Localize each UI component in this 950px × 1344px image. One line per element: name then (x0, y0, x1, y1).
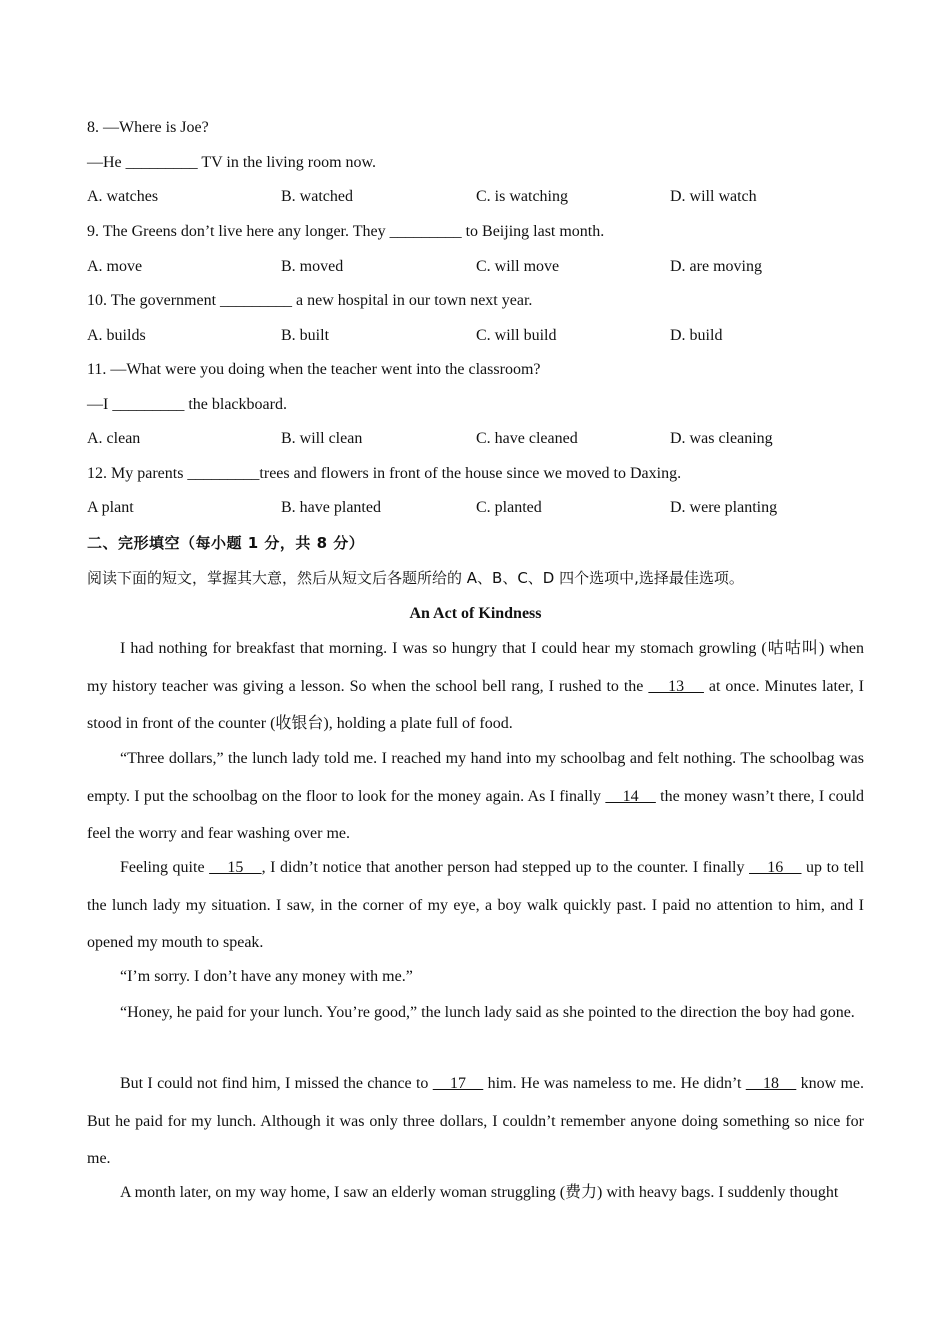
option-a: A plant (87, 499, 134, 516)
paragraph-text: Feeling quite (120, 859, 210, 876)
paragraph-text: , I didn’t notice that another person had stepped up to the counter. I finally (261, 859, 750, 876)
passage-paragraph-7: A month later, on my way home, I saw an elderly woman struggling (费力) with heavy bags. I suddenly thought (120, 1184, 839, 1201)
blank-16: 16 (749, 859, 802, 876)
section-instruction: 阅读下面的短文，掌握其大意，然后从短文后各题所给的 A、B、C、D 四个选项中,选择最佳选项。 (87, 569, 744, 587)
paragraph-text: at once. Minutes later, I stood in front of the counter (收银台), holding a plate full of food. (87, 677, 865, 732)
passage-paragraph-5: “Honey, he paid for your lunch. You’re good,” the lunch lady said as she pointed to the direction the boy had gone. (120, 1004, 855, 1021)
paragraph-text: know me. But he paid for my lunch. Although it was only three dollars, I couldn’t remember anyone doing something so nice for me. (87, 1075, 865, 1167)
option-b: B. will clean (281, 430, 363, 447)
paragraph-text: But I could not find him, I missed the chance to (120, 1075, 433, 1092)
option-a: A. move (87, 258, 143, 275)
question-11-options (87, 429, 864, 449)
question-9-stem: 9. The Greens don’t live here any longer. They _________ to Beijing last month. (87, 223, 605, 240)
option-b: B. watched (281, 188, 353, 205)
question-8-stem: 8. —Where is Joe? (87, 119, 209, 136)
question-11-stem-line2: —I _________ the blackboard. (87, 396, 287, 413)
paragraph-text: him. He was nameless to me. He didn’t (483, 1075, 746, 1092)
passage-paragraph-2 (87, 740, 864, 853)
option-d: D. were planting (670, 499, 778, 516)
paragraph-text: I had nothing for breakfast that morning. I was so hungry that I could hear my stomach growling (咕咕叫) when my history teacher was giving a lesson. So when the school bell rang, I rushed to the (87, 640, 864, 695)
question-8-options (87, 187, 864, 207)
option-d: D. will watch (670, 188, 757, 205)
option-b: B. moved (281, 258, 344, 275)
paragraph-text: the money wasn’t there, I could feel the worry and fear washing over me. (87, 787, 865, 842)
option-d: D. are moving (670, 258, 762, 275)
option-a: A. builds (87, 327, 146, 344)
option-b: B. have planted (281, 499, 381, 516)
passage-paragraph-3 (87, 849, 864, 962)
blank-15: 15 (209, 859, 262, 876)
question-12-options (87, 498, 864, 518)
option-c: C. is watching (476, 188, 568, 205)
option-c: C. have cleaned (476, 430, 578, 447)
option-c: C. will move (476, 258, 560, 275)
question-11-stem: 11. —What were you doing when the teacher went into the classroom? (87, 361, 541, 378)
blank-13: 13 (648, 677, 704, 695)
question-10-options (87, 326, 864, 346)
passage-paragraph-6 (87, 1065, 864, 1178)
option-d: D. was cleaning (670, 430, 773, 447)
blank-17: 17 (432, 1075, 484, 1092)
passage-paragraph-4: “I’m sorry. I don’t have any money with me.” (120, 968, 413, 985)
option-c: C. will build (476, 327, 557, 344)
blank-14: 14 (605, 787, 656, 805)
passage-title: An Act of Kindness (409, 605, 542, 622)
question-10-stem: 10. The government _________ a new hospital in our town next year. (87, 292, 533, 309)
question-9-options (87, 257, 864, 277)
option-a: A. clean (87, 430, 141, 447)
option-c: C. planted (476, 499, 542, 516)
paragraph-text: up to tell the lunch lady my situation. I saw, in the corner of my eye, a boy walk quickly past. I paid no attention to him, and I opened my mouth to speak. (87, 859, 865, 951)
option-d: D. build (670, 327, 723, 344)
paragraph-text: “Three dollars,” the lunch lady told me. I reached my hand into my schoolbag and felt nothing. The schoolbag was empty. I put the schoolbag on the floor to look for the money again. As I finally (87, 750, 864, 805)
option-b: B. built (281, 327, 330, 344)
section-heading: 二、完形填空（每小题 1 分，共 8 分） (87, 534, 365, 552)
option-a: A. watches (87, 188, 159, 205)
question-12-stem: 12. My parents _________trees and flowers in front of the house since we moved to Daxing. (87, 465, 682, 482)
passage-paragraph-1 (87, 630, 864, 743)
blank-18: 18 (745, 1075, 797, 1092)
question-8-stem-line2: —He _________ TV in the living room now. (87, 154, 377, 171)
